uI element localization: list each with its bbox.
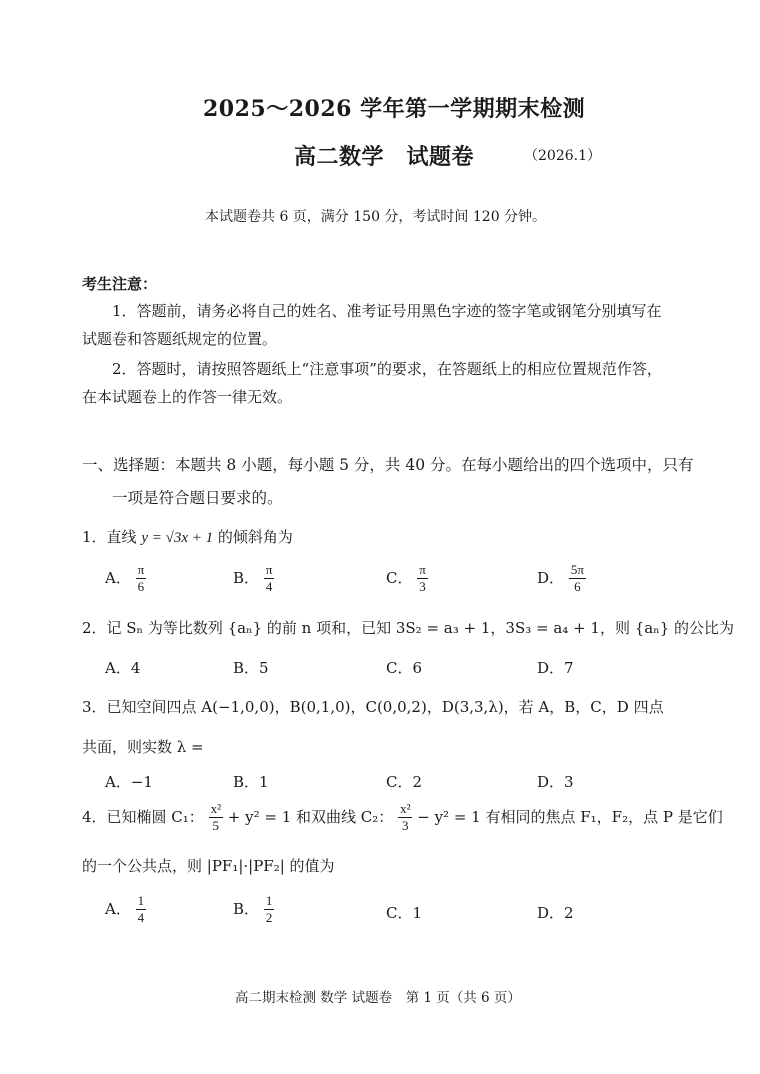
question-1 [82, 526, 293, 547]
q4-ellipse-tail: + y² = 1 和双曲线 C₂： [227, 807, 394, 826]
fraction [569, 562, 586, 596]
page-title-line2: 高二数学 试题卷 [294, 144, 475, 170]
numerator: π [417, 562, 428, 579]
option-label: B． [233, 773, 260, 791]
fraction [136, 562, 147, 596]
denominator: 3 [402, 818, 409, 834]
denominator: 6 [137, 579, 145, 595]
option-label: B． [233, 659, 260, 677]
numerator: 1 [136, 893, 147, 910]
question-3-line1: 3．已知空间四点 A(−1,0,0)，B(0,1,0)，C(0,0,2)，D(3,3,λ)，若 A，B，C，D 四点 [82, 698, 664, 716]
option-label: D． [537, 659, 565, 677]
numerator: 1 [264, 893, 275, 910]
q2-option-b [233, 657, 269, 678]
page-footer: 高二期末检测 数学 试题卷 第 1 页（共 6 页） [235, 990, 521, 1006]
option-label: B． [233, 899, 260, 918]
option-value: 2 [564, 904, 574, 922]
option-value: 5 [259, 659, 269, 677]
option-label: A． [105, 659, 131, 677]
numerator: x² [209, 801, 223, 818]
question-4-line1 [82, 801, 723, 835]
q4-option-c [386, 902, 422, 923]
q3-option-d [537, 771, 574, 792]
section1-line1: 一、选择题：本题共 8 小题，每小题 5 分，共 40 分。在每小题给出的四个选项中，只有 [82, 456, 694, 474]
option-label: D． [537, 773, 565, 791]
q3-option-c [386, 771, 422, 792]
q2-option-c [386, 657, 422, 678]
question-3-line2: 共面，则实数 λ = [82, 738, 204, 756]
denominator: 4 [137, 910, 145, 926]
q3-option-b [233, 771, 269, 792]
page-title-line1: 2025～2026 学年第一学期期末检测 [203, 96, 586, 122]
option-label: C． [386, 773, 413, 791]
notice-heading: 考生注意： [82, 275, 158, 293]
option-value: 1 [259, 773, 269, 791]
denominator: 4 [265, 579, 273, 595]
numerator: x² [398, 801, 412, 818]
ellipse-fraction [209, 801, 223, 835]
option-label: D． [537, 904, 565, 922]
notice-item1-line1: 1．答题前，请务必将自己的姓名、准考证号用黑色字迹的签字笔或钢笔分别填写在 [112, 302, 662, 320]
option-label: A． [105, 773, 131, 791]
numerator: 5π [569, 562, 586, 579]
q1-suffix: 的倾斜角为 [217, 528, 293, 546]
denominator: 6 [574, 579, 581, 595]
notice-item2-line1: 2．答题时，请按照答题纸上“注意事项”的要求，在答题纸上的相应位置规范作答， [112, 360, 662, 378]
q4-option-a [105, 893, 146, 927]
q1-option-a [105, 562, 146, 596]
fraction [264, 893, 275, 927]
question-4-line2: 的一个公共点，则 |PF₁|·|PF₂| 的值为 [82, 857, 335, 875]
option-value: 2 [412, 773, 423, 791]
section1-line2: 一项是符合题日要求的。 [112, 489, 283, 507]
denominator: 2 [265, 910, 273, 926]
q3-option-a [105, 771, 153, 792]
denominator: 5 [212, 818, 220, 834]
numerator: π [136, 562, 147, 579]
q4-option-d [537, 902, 574, 923]
notice-item1-line2: 试题卷和答题纸规定的位置。 [82, 330, 278, 348]
exam-info: 本试题卷共 6 页，满分 150 分，考试时间 120 分钟。 [205, 209, 547, 225]
option-label: D． [537, 568, 565, 587]
option-label: C． [386, 904, 413, 922]
fraction [136, 893, 147, 927]
fraction [417, 562, 428, 596]
q1-option-c [386, 562, 428, 596]
q1-expr: y = √3x + 1 [141, 530, 214, 546]
question-2: 2．记 Sₙ 为等比数列 {aₙ} 的前 n 项和，已知 3S₂ = a₃ + 1，3S₃ = a₄ + 1，则 {aₙ} 的公比为 [82, 619, 735, 637]
option-value: 3 [564, 773, 574, 791]
notice-item2-line2: 在本试题卷上的作答一律无效。 [82, 388, 293, 406]
option-label: B． [233, 568, 260, 587]
option-value: 7 [564, 659, 574, 677]
q1-option-b [233, 562, 274, 596]
q1-prefix: 1．直线 [82, 528, 137, 546]
numerator: π [264, 562, 275, 579]
q1-option-d [537, 562, 586, 596]
option-label: C． [386, 568, 413, 587]
option-label: A． [105, 568, 131, 587]
option-value: 6 [412, 659, 423, 677]
option-value: 1 [412, 904, 423, 922]
q2-option-a [105, 657, 140, 678]
q4-hyperbola-tail: − y² = 1 有相同的焦点 F₁，F₂，点 P 是它们 [417, 807, 723, 826]
denominator: 3 [419, 579, 426, 595]
exam-date: （2026.1） [524, 148, 601, 164]
q2-option-d [537, 657, 574, 678]
fraction [264, 562, 275, 596]
q4-prefix: 4．已知椭圆 C₁： [82, 807, 204, 826]
q4-option-b [233, 893, 274, 927]
option-value: 4 [130, 659, 141, 677]
hyperbola-fraction [398, 801, 412, 835]
option-label: A． [105, 899, 131, 918]
option-value: −1 [130, 773, 153, 791]
option-label: C． [386, 659, 413, 677]
